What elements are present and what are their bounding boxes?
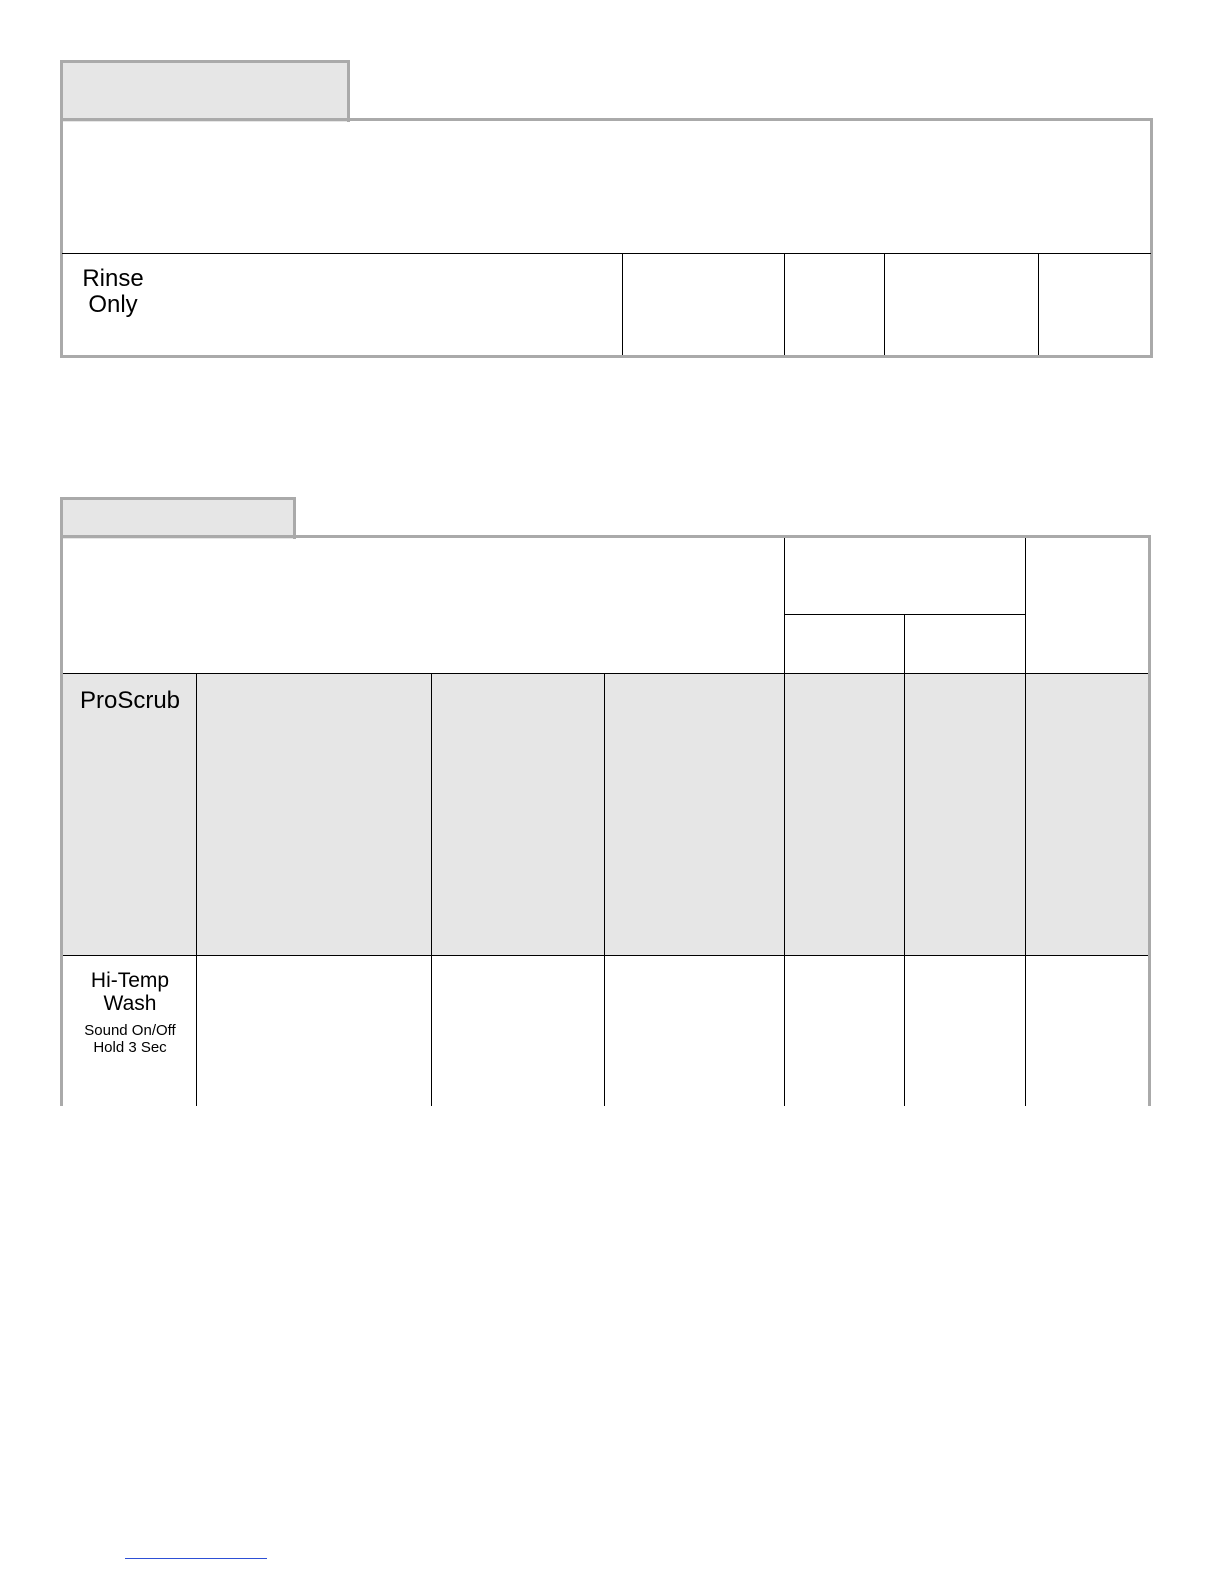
table2-header-col-divider <box>784 538 785 674</box>
rinse-only-line1: Rinse <box>82 265 144 292</box>
hi-temp-wash-line2: Wash <box>103 992 157 1016</box>
table2-row-divider <box>63 673 1148 674</box>
table2-right-border <box>1148 535 1151 1106</box>
proscrub-label: ProScrub <box>79 687 181 714</box>
table1-header-tab <box>60 60 350 122</box>
hi-temp-wash-line1: Hi-Temp <box>90 969 170 992</box>
table2-col-divider <box>1025 674 1026 1106</box>
proscrub-row-shading <box>63 674 1149 955</box>
table2-header-tab <box>60 497 296 539</box>
table2-col-divider <box>784 674 785 1106</box>
table1-col-divider <box>622 254 623 355</box>
sound-toggle-hint-line1: Sound On/Off <box>84 1022 176 1040</box>
table2-row-divider <box>63 955 1148 956</box>
table2-left-border <box>60 535 63 1106</box>
table2-col-divider <box>904 674 905 1106</box>
hi-temp-wash-label <box>66 969 194 1056</box>
table1-row-divider <box>62 253 1151 254</box>
table1-col-divider <box>1038 254 1039 355</box>
rinse-only-label <box>68 266 158 319</box>
sound-toggle-hint-line2: Hold 3 Sec <box>93 1038 167 1056</box>
table1-frame <box>60 118 1153 358</box>
table2-col-divider <box>196 674 197 1106</box>
table2-top-border <box>60 535 1151 538</box>
rinse-only-line2: Only <box>88 291 138 319</box>
table2-col-divider <box>431 674 432 1106</box>
table2-header-subcol-divider <box>904 614 905 674</box>
table2-header-col-divider <box>1025 538 1026 674</box>
table1-col-divider <box>884 254 885 355</box>
table1-col-divider <box>784 254 785 355</box>
footer-link-underline[interactable] <box>125 1558 267 1559</box>
table2-col-divider <box>604 674 605 1106</box>
